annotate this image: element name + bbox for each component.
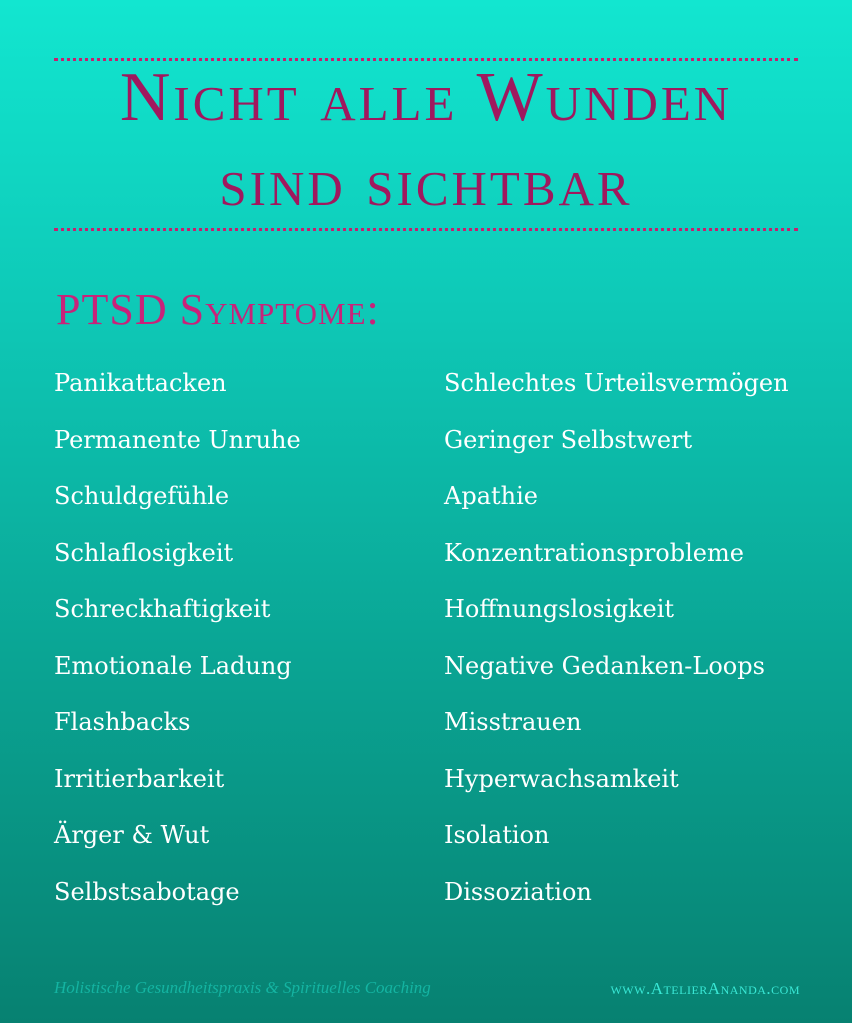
list-item: Misstrauen: [444, 708, 582, 736]
list-item: Irritierbarkeit: [54, 764, 225, 793]
list-item: Selbstsabotage: [54, 877, 240, 906]
list-item: Hyperwachsamkeit: [444, 764, 679, 793]
headline-line-2: sind sichtbar: [219, 144, 633, 221]
list-item: Schuldgefühle: [54, 482, 230, 510]
section-title: PTSD Symptome:: [56, 285, 380, 334]
list-item: Ärger & Wut: [54, 821, 210, 849]
list-item: Dissoziation: [444, 877, 592, 906]
list-item: Flashbacks: [54, 708, 191, 736]
list-item: Schreckhaftigkeit: [54, 595, 271, 623]
list-item: Hoffnungslosigkeit: [444, 595, 675, 623]
list-item: Apathie: [444, 482, 538, 510]
list-item: Konzentrationsprobleme: [444, 538, 744, 567]
list-item: Permanente Unruhe: [54, 425, 301, 454]
list-item: Panikattacken: [54, 369, 227, 397]
symptom-list-right: [444, 360, 844, 925]
list-item: Emotionale Ladung: [54, 651, 292, 680]
website-link[interactable]: www.AtelierAnanda.com: [610, 979, 800, 998]
footer-tagline: Holistische Gesundheitspraxis & Spirituelles Coaching: [54, 978, 431, 997]
list-item: Schlechtes Urteilsvermögen: [444, 369, 789, 397]
list-item: Schlaflosigkeit: [54, 538, 234, 567]
dotted-divider-bottom: [54, 228, 798, 231]
list-item: Negative Gedanken-Loops: [444, 651, 765, 680]
symptom-list-left: [54, 360, 424, 925]
list-item: Geringer Selbstwert: [444, 425, 693, 454]
headline-line-1: Nicht alle Wunden: [119, 59, 733, 136]
list-item: Isolation: [444, 821, 550, 849]
